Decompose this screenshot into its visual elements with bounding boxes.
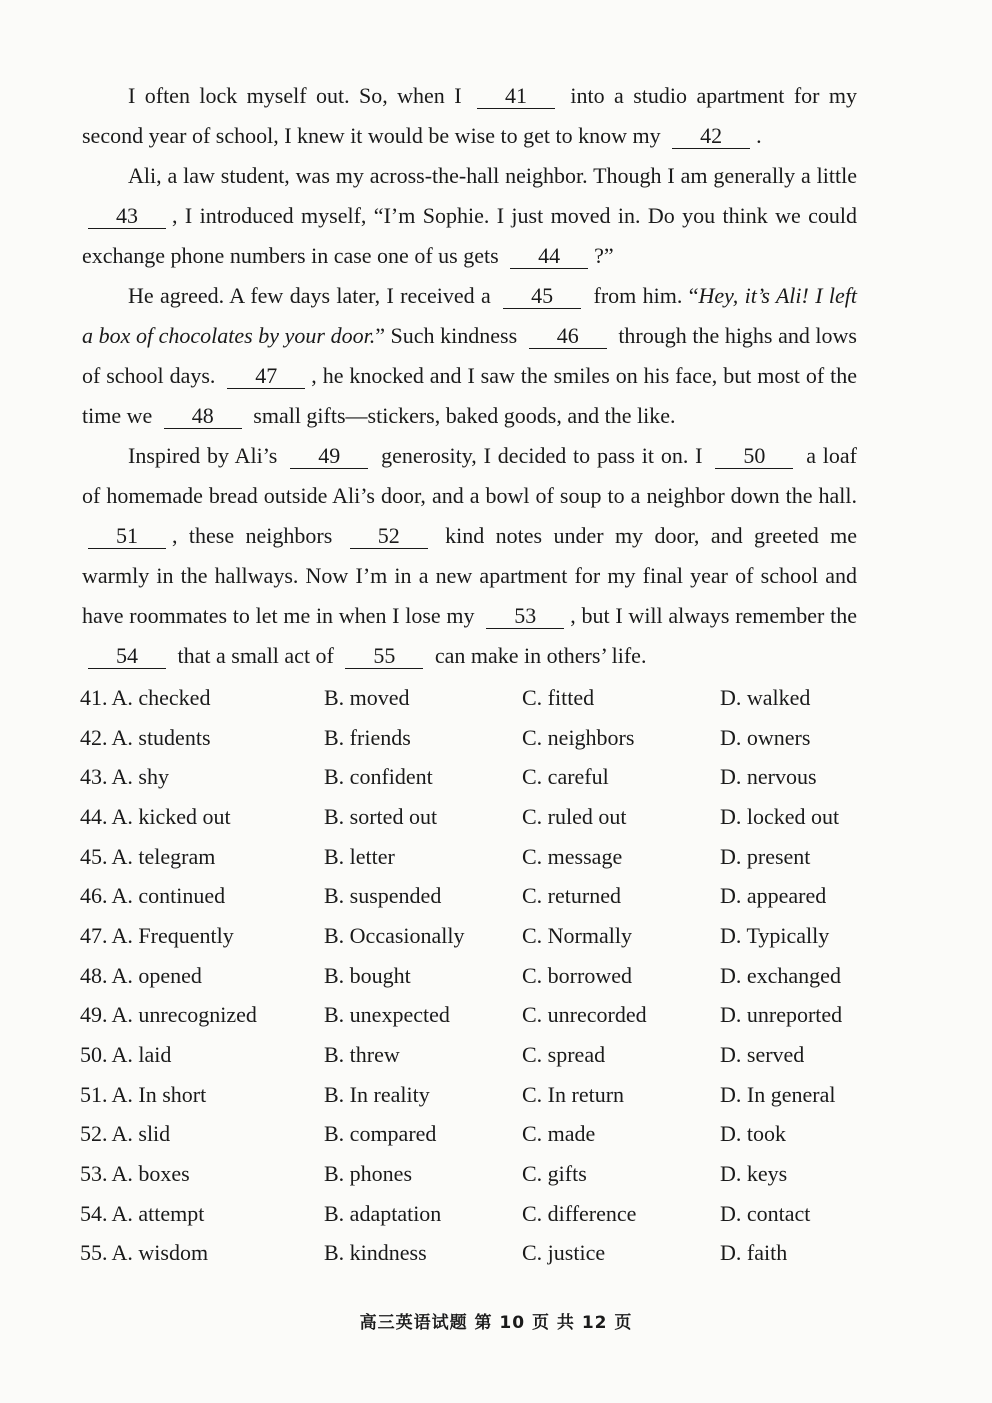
- option-c: C. justice: [522, 1240, 606, 1266]
- option-d: D. keys: [720, 1161, 788, 1187]
- question-row: [80, 876, 880, 916]
- question-row: [80, 718, 880, 758]
- question-row: [80, 1115, 880, 1155]
- option-b: B. confident: [324, 764, 433, 790]
- question-number: 44.: [80, 803, 108, 829]
- option-d: D. owners: [720, 724, 811, 750]
- option-b: B. moved: [324, 684, 410, 710]
- option-a: A. shy: [111, 764, 169, 790]
- passage-text: generosity, I decided to pass it on. I: [374, 443, 710, 468]
- question-row: [80, 996, 880, 1036]
- question-number: 41.: [80, 684, 108, 710]
- option-b: B. kindness: [324, 1240, 427, 1266]
- option-d: D. faith: [720, 1240, 788, 1266]
- option-a: A. wisdom: [111, 1240, 209, 1266]
- option-c: C. ruled out: [522, 803, 627, 829]
- option-a: A. telegram: [111, 843, 216, 869]
- option-c: C. returned: [522, 883, 621, 909]
- blank-53: 53: [486, 604, 564, 629]
- passage-text: , these neighbors: [172, 523, 344, 548]
- passage-text: small gifts—stickers, baked goods, and the like.: [247, 403, 676, 428]
- blank-44: 44: [510, 244, 588, 269]
- passage-paragraph: [82, 276, 857, 436]
- option-d: D. contact: [720, 1200, 811, 1226]
- question-row: [80, 916, 880, 956]
- question-number: 54.: [80, 1200, 108, 1226]
- blank-50: 50: [715, 444, 793, 469]
- blank-46: 46: [529, 324, 607, 349]
- blank-54: 54: [88, 644, 166, 669]
- question-row: [80, 837, 880, 877]
- option-c: C. message: [522, 843, 623, 869]
- passage-text: from him. “: [587, 283, 699, 308]
- passage-text: ?”: [594, 243, 614, 268]
- option-b: B. letter: [324, 843, 395, 869]
- option-a: A. attempt: [111, 1200, 205, 1226]
- option-a-cell: [80, 1042, 324, 1068]
- question-number: 42.: [80, 724, 108, 750]
- answer-options-list: [80, 678, 880, 1273]
- passage-text: ” Such kindness: [375, 323, 523, 348]
- option-c: C. neighbors: [522, 724, 635, 750]
- passage-text: kind notes under my door, and greeted me warmly in the hallways. Now I’m in a new apartment for my final year of school and have roommates to let me in when I lose my: [82, 523, 857, 628]
- option-d: D. Typically: [720, 922, 830, 948]
- passage-text: that a small act of: [172, 643, 340, 668]
- option-c: C. borrowed: [522, 962, 632, 988]
- option-a: A. laid: [111, 1042, 172, 1068]
- option-d: D. served: [720, 1042, 805, 1068]
- blank-55: 55: [345, 644, 423, 669]
- question-row: [80, 678, 880, 718]
- question-number: 49.: [80, 1002, 108, 1028]
- passage-paragraph: [82, 436, 857, 676]
- passage-text: can make in others’ life.: [429, 643, 647, 668]
- option-a: A. opened: [111, 962, 202, 988]
- question-number: 48.: [80, 962, 108, 988]
- passage-text: , but I will always remember the: [570, 603, 858, 628]
- passage-text: into a studio apartment for my second year of school, I knew it would be wise to get to know my: [82, 83, 858, 148]
- passage-paragraph: [82, 156, 857, 276]
- option-a-cell: [80, 963, 324, 989]
- question-row: [80, 1075, 880, 1115]
- passage-text: , I introduced myself, “I’m Sophie. I just moved in. Do you think we could exchange phone numbers in case one of us gets: [82, 203, 857, 268]
- option-b: B. adaptation: [324, 1200, 442, 1226]
- question-row: [80, 1035, 880, 1075]
- option-a: A. checked: [111, 684, 211, 710]
- option-a-cell: [80, 1082, 324, 1108]
- blank-52: 52: [350, 524, 428, 549]
- option-d: D. walked: [720, 684, 811, 710]
- option-c: C. careful: [522, 764, 609, 790]
- passage-paragraph: [82, 76, 857, 156]
- question-number: 47.: [80, 922, 108, 948]
- option-c: C. Normally: [522, 922, 632, 948]
- blank-51: 51: [88, 524, 166, 549]
- question-number: 55.: [80, 1240, 108, 1266]
- option-a-cell: [80, 923, 324, 949]
- option-a-cell: [80, 1240, 324, 1266]
- option-d: D. In general: [720, 1081, 836, 1107]
- option-c: C. In return: [522, 1081, 625, 1107]
- option-a-cell: [80, 1002, 324, 1028]
- option-b: B. phones: [324, 1161, 412, 1187]
- passage-text: , he knocked and I saw the smiles on his face, but most of the time we: [82, 363, 857, 428]
- passage-text: a loaf of homemade bread outside Ali’s door, and a bowl of soup to a neighbor down the hall.: [82, 443, 858, 508]
- option-a-cell: [80, 725, 324, 751]
- option-a: A. kicked out: [111, 803, 231, 829]
- passage-text: Inspired by Ali’s: [128, 443, 285, 468]
- option-a: A. Frequently: [111, 922, 234, 948]
- option-b: B. suspended: [324, 883, 442, 909]
- option-c: C. spread: [522, 1042, 606, 1068]
- question-number: 43.: [80, 764, 108, 790]
- blank-49: 49: [290, 444, 368, 469]
- option-b: B. friends: [324, 724, 411, 750]
- option-d: D. appeared: [720, 883, 827, 909]
- option-a-cell: [80, 844, 324, 870]
- option-d: D. present: [720, 843, 811, 869]
- option-b: B. In reality: [324, 1081, 430, 1107]
- passage-text: through the highs and lows of school days.: [82, 323, 857, 388]
- option-b: B. compared: [324, 1121, 437, 1147]
- option-b: B. unexpected: [324, 1002, 450, 1028]
- option-a: A. In short: [111, 1081, 207, 1107]
- page-footer: 高三英语试题 第 10 页 共 12 页: [359, 1313, 633, 1333]
- question-number: 53.: [80, 1161, 108, 1187]
- question-number: 51.: [80, 1081, 108, 1107]
- blank-45: 45: [503, 284, 581, 309]
- question-number: 45.: [80, 843, 108, 869]
- option-a: A. unrecognized: [111, 1002, 257, 1028]
- passage-text: He agreed. A few days later, I received a: [128, 283, 498, 308]
- option-b: B. sorted out: [324, 803, 438, 829]
- quoted-message-text: Hey, it’s Ali! I left a box of chocolates by your door.: [82, 283, 858, 348]
- question-row: [80, 757, 880, 797]
- blank-48: 48: [164, 404, 242, 429]
- option-a-cell: [80, 883, 324, 909]
- option-c: C. fitted: [522, 684, 595, 710]
- option-d: D. exchanged: [720, 962, 841, 988]
- option-c: C. unrecorded: [522, 1002, 647, 1028]
- option-a-cell: [80, 804, 324, 830]
- option-d: D. unreported: [720, 1002, 843, 1028]
- option-b: B. bought: [324, 962, 411, 988]
- option-a-cell: [80, 685, 324, 711]
- option-a: A. continued: [111, 883, 226, 909]
- option-d: D. took: [720, 1121, 786, 1147]
- option-b: B. threw: [324, 1042, 400, 1068]
- option-a: A. slid: [111, 1121, 171, 1147]
- blank-41: 41: [477, 84, 555, 109]
- option-a-cell: [80, 1121, 324, 1147]
- blank-47: 47: [227, 364, 305, 389]
- option-a: A. boxes: [111, 1161, 190, 1187]
- question-number: 50.: [80, 1042, 108, 1068]
- option-a: A. students: [111, 724, 211, 750]
- blank-42: 42: [672, 124, 750, 149]
- option-b: B. Occasionally: [324, 922, 465, 948]
- option-d: D. locked out: [720, 803, 840, 829]
- question-row: [80, 956, 880, 996]
- question-row: [80, 1154, 880, 1194]
- option-d: D. nervous: [720, 764, 817, 790]
- option-a-cell: [80, 1161, 324, 1187]
- question-number: 52.: [80, 1121, 108, 1147]
- option-c: C. gifts: [522, 1161, 587, 1187]
- option-c: C. made: [522, 1121, 596, 1147]
- question-row: [80, 1194, 880, 1234]
- option-a-cell: [80, 1201, 324, 1227]
- passage-text: Ali, a law student, was my across-the-hall neighbor. Though I am generally a little: [128, 163, 857, 188]
- question-row: [80, 1234, 880, 1274]
- blank-43: 43: [88, 204, 166, 229]
- question-row: [80, 797, 880, 837]
- cloze-passage: [82, 76, 857, 676]
- passage-text: .: [756, 123, 762, 148]
- option-c: C. difference: [522, 1200, 637, 1226]
- option-a-cell: [80, 764, 324, 790]
- question-number: 46.: [80, 883, 108, 909]
- passage-text: I often lock myself out. So, when I: [128, 83, 471, 108]
